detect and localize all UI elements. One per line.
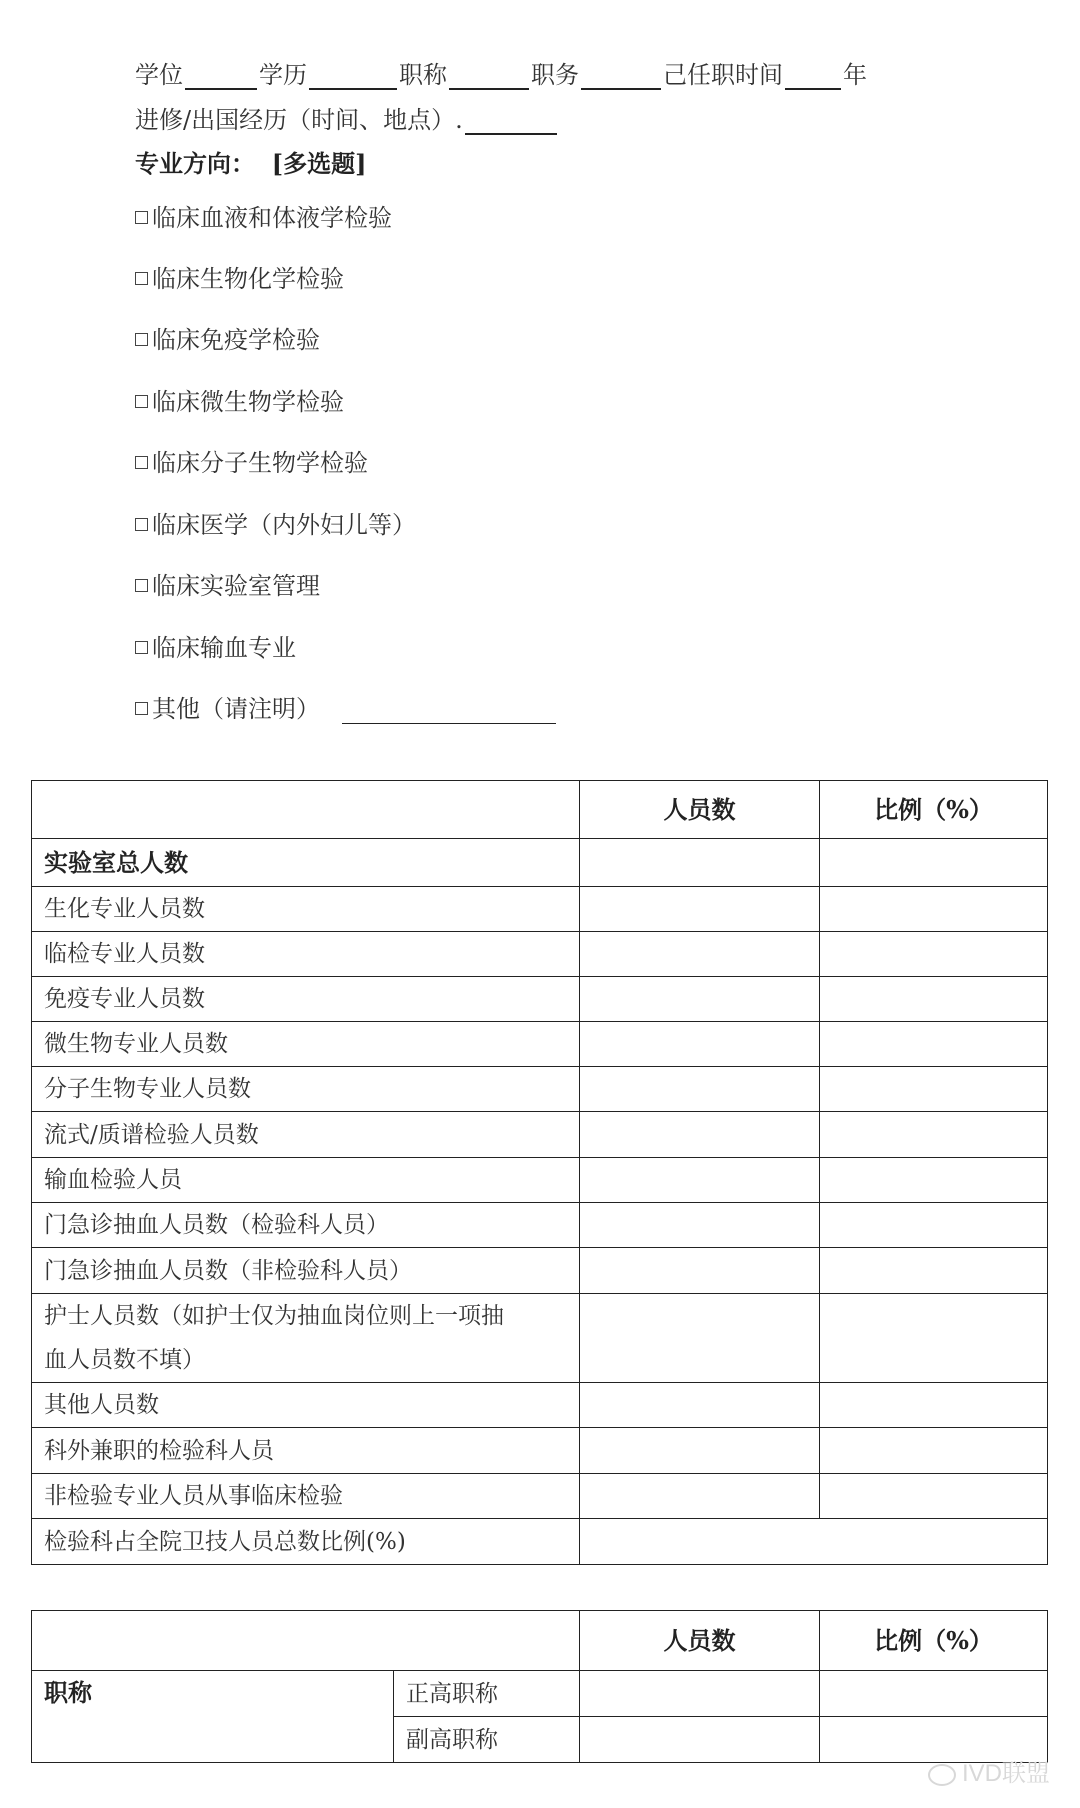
header-blank [32, 781, 580, 839]
row-label: 门急诊抽血人员数（非检验科人员） [32, 1248, 580, 1294]
direction-label: 专业方向： [135, 149, 255, 178]
study-abroad-field[interactable] [465, 107, 557, 135]
row-label: 科外兼职的检验科人员 [32, 1428, 580, 1474]
ratio-cell[interactable] [820, 1203, 1048, 1248]
checkbox-icon[interactable] [135, 702, 148, 715]
ratio-cell[interactable] [820, 1022, 1048, 1067]
count-cell[interactable] [580, 1474, 820, 1519]
count-cell[interactable] [580, 1203, 820, 1248]
option-label: 临床生物化学检验 [152, 265, 344, 293]
table-row [32, 1428, 1048, 1474]
position-label: 职务 [531, 61, 579, 89]
row-label: 其他人员数 [32, 1383, 580, 1428]
ratio-cell[interactable] [820, 1294, 1048, 1383]
option-label: 临床输血专业 [152, 634, 296, 662]
count-cell[interactable] [580, 1022, 820, 1067]
option-label: 临床免疫学检验 [152, 326, 320, 354]
header-count: 人员数 [580, 1611, 820, 1671]
row-label: 实验室总人数 [32, 839, 580, 887]
other-specify-field[interactable] [342, 697, 556, 724]
degree-field[interactable] [185, 62, 257, 90]
table-row [32, 1519, 1048, 1565]
row-label: 门急诊抽血人员数（检验科人员） [32, 1203, 580, 1248]
wechat-icon [928, 1764, 956, 1786]
tenure-field[interactable] [785, 62, 841, 90]
staff-table [31, 780, 1048, 1565]
ratio-cell[interactable] [820, 1067, 1048, 1112]
count-cell[interactable] [580, 932, 820, 977]
row-label: 非检验专业人员从事临床检验 [32, 1474, 580, 1519]
option-item[interactable] [135, 505, 416, 540]
checkbox-icon[interactable] [135, 395, 148, 408]
count-cell[interactable] [580, 1428, 820, 1474]
count-cell[interactable] [580, 1671, 820, 1717]
checkbox-icon[interactable] [135, 518, 148, 531]
table-row [32, 1112, 1048, 1158]
ratio-cell[interactable] [820, 1428, 1048, 1474]
checkbox-icon[interactable] [135, 456, 148, 469]
row-label: 微生物专业人员数 [32, 1022, 580, 1067]
checkbox-icon[interactable] [135, 211, 148, 224]
table-row [32, 1158, 1048, 1203]
table-row [32, 887, 1048, 932]
table-row [32, 1383, 1048, 1428]
header-ratio: 比例（%） [820, 1611, 1048, 1671]
watermark-text: IVD联盟 [961, 1760, 1050, 1787]
option-item[interactable] [135, 382, 344, 417]
count-cell[interactable] [580, 839, 820, 887]
ratio-cell[interactable] [820, 1112, 1048, 1158]
option-label: 其他（请注明） [152, 695, 320, 723]
checkbox-icon[interactable] [135, 333, 148, 346]
row-label-multiline [32, 1294, 580, 1383]
option-label: 临床血液和体液学检验 [152, 204, 392, 232]
checkbox-icon[interactable] [135, 272, 148, 285]
tenure-label: 己任职时间 [663, 61, 783, 89]
table-header-row [32, 1611, 1048, 1671]
option-item[interactable] [135, 628, 296, 663]
table-row [32, 1474, 1048, 1519]
education-field[interactable] [309, 62, 397, 90]
table-row [32, 932, 1048, 977]
degree-label: 学位 [135, 61, 183, 89]
ratio-cell[interactable] [820, 1158, 1048, 1203]
option-label: 临床医学（内外妇儿等） [152, 511, 416, 539]
row-label-line: 血人员数不填） [44, 1347, 205, 1373]
checkbox-icon[interactable] [135, 641, 148, 654]
ratio-cell[interactable] [820, 1474, 1048, 1519]
option-item-other[interactable] [135, 689, 558, 724]
position-field[interactable] [581, 62, 661, 90]
table-row [32, 1248, 1048, 1294]
count-cell[interactable] [580, 1112, 820, 1158]
row-label: 流式/质谱检验人员数 [32, 1112, 580, 1158]
table-row [32, 1203, 1048, 1248]
group-label: 职称 [32, 1671, 394, 1763]
sub-row-label: 副高职称 [394, 1717, 580, 1763]
option-item[interactable] [135, 259, 344, 294]
ratio-cell[interactable] [820, 887, 1048, 932]
row-label: 分子生物专业人员数 [32, 1067, 580, 1112]
direction-heading [135, 144, 366, 179]
table-row [32, 977, 1048, 1022]
header-ratio: 比例（%） [820, 781, 1048, 839]
education-label: 学历 [259, 61, 307, 89]
title-table [31, 1610, 1048, 1763]
option-item[interactable] [135, 320, 320, 355]
sub-row-label: 正高职称 [394, 1671, 580, 1717]
title-field[interactable] [449, 62, 529, 90]
row-label: 生化专业人员数 [32, 887, 580, 932]
option-label: 临床实验室管理 [152, 572, 320, 600]
ratio-cell[interactable] [820, 977, 1048, 1022]
study-abroad-label: 进修/出国经历（时间、地点）. [135, 106, 463, 134]
checkbox-icon[interactable] [135, 579, 148, 592]
count-cell[interactable] [580, 1158, 820, 1203]
table-row [32, 1294, 1048, 1383]
multi-select-tag: [多选题] [271, 149, 367, 178]
option-label: 临床分子生物学检验 [152, 449, 368, 477]
header-blank [32, 1611, 580, 1671]
title-label: 职称 [399, 61, 447, 89]
table-row [32, 839, 1048, 887]
table-row [32, 1671, 1048, 1717]
option-item[interactable] [135, 198, 392, 233]
row-label: 免疫专业人员数 [32, 977, 580, 1022]
info-line-1 [135, 55, 867, 90]
header-count: 人员数 [580, 781, 820, 839]
table-header-row [32, 781, 1048, 839]
ratio-merged-cell[interactable] [580, 1519, 1048, 1565]
row-label: 检验科占全院卫技人员总数比例(%) [32, 1519, 580, 1565]
table-row [32, 1067, 1048, 1112]
count-cell[interactable] [580, 977, 820, 1022]
count-cell[interactable] [580, 1248, 820, 1294]
info-line-2 [135, 100, 559, 135]
row-label: 临检专业人员数 [32, 932, 580, 977]
ratio-cell[interactable] [820, 1248, 1048, 1294]
count-cell[interactable] [580, 1717, 820, 1763]
count-cell[interactable] [580, 1294, 820, 1383]
count-cell[interactable] [580, 1067, 820, 1112]
option-label: 临床微生物学检验 [152, 388, 344, 416]
ratio-cell[interactable] [820, 932, 1048, 977]
count-cell[interactable] [580, 887, 820, 932]
option-item[interactable] [135, 566, 320, 601]
table-row [32, 1022, 1048, 1067]
ratio-cell[interactable] [820, 1671, 1048, 1717]
count-cell[interactable] [580, 1383, 820, 1428]
year-label: 年 [843, 61, 867, 89]
row-label: 输血检验人员 [32, 1158, 580, 1203]
ratio-cell[interactable] [820, 839, 1048, 887]
row-label-line: 护士人员数（如护士仅为抽血岗位则上一项抽 [44, 1303, 504, 1329]
watermark [928, 1753, 1050, 1788]
option-item[interactable] [135, 443, 368, 478]
ratio-cell[interactable] [820, 1383, 1048, 1428]
